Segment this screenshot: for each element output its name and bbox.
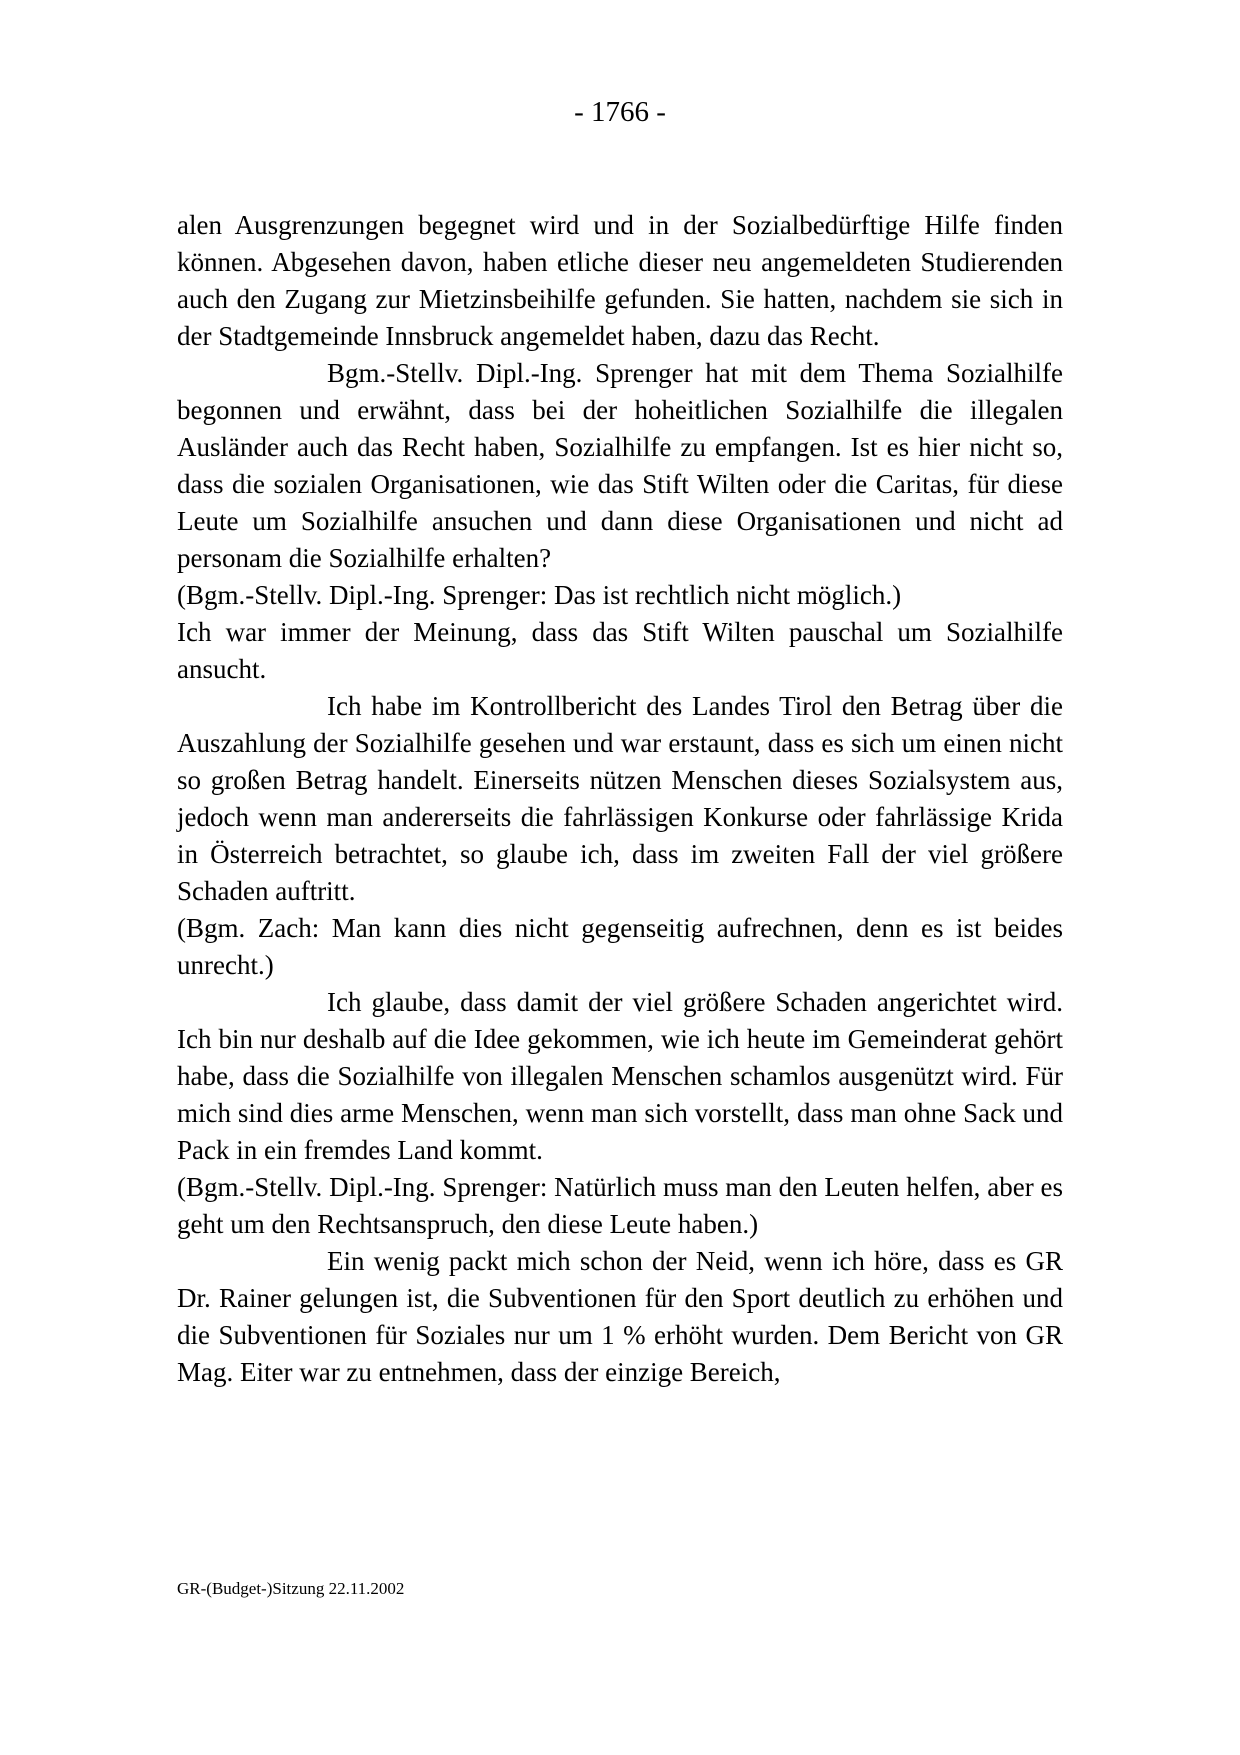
paragraph: Ein wenig packt mich schon der Neid, wenn ich höre, dass es GR Dr. Rainer gelungen ist, die Subventionen für den Sport deutlich zu erhöhen und die Subventionen für Soziales nur um 1 % erhöht wurden. Dem Bericht von GR Mag. Eiter war zu entnehmen, dass der einzige Bereich, bbox=[177, 1246, 1063, 1387]
interjection: (Bgm.-Stellv. Dipl.-Ing. Sprenger: Natürlich muss man den Leuten helfen, aber es geht um den Rechtsanspruch, den diese Leute haben.) bbox=[177, 1172, 1063, 1239]
paragraph: Ich glaube, dass damit der viel größere Schaden angerichtet wird. Ich bin nur deshalb auf die Idee gekommen, wie ich heute im Gemeinderat gehört habe, dass die Sozialhilfe von illegalen Menschen schamlos ausgenützt wird. Für mich sind dies arme Menschen, wenn man sich vorstellt, dass man ohne Sack und Pack in ein fremdes Land kommt. bbox=[177, 987, 1063, 1165]
page-footer: GR-(Budget-)Sitzung 22.11.2002 bbox=[177, 1579, 405, 1598]
interjection: (Bgm. Zach: Man kann dies nicht gegenseitig aufrechnen, denn es ist beides unrecht.) bbox=[177, 913, 1063, 980]
paragraph: Bgm.-Stellv. Dipl.-Ing. Sprenger hat mit dem Thema Sozialhilfe begonnen und erwähnt, dass bei der hoheitlichen Sozialhilfe die illegalen Ausländer auch das Recht haben, Sozialhilfe zu empfangen. Ist es hier nicht so, dass die sozialen Organisationen, wie das Stift Wilten oder die Caritas, für diese Leute um Sozialhilfe ansuchen und dann diese Organisationen und nicht ad personam die Sozialhilfe erhalten? bbox=[177, 358, 1063, 573]
paragraph: alen Ausgrenzungen begegnet wird und in der Sozialbedürftige Hilfe finden können. Abgesehen davon, haben etliche dieser neu angemeldeten Studierenden auch den Zugang zur Mietzinsbeihilfe gefunden. Sie hatten, nachdem sie sich in der Stadtgemeinde Innsbruck angemeldet haben, dazu das Recht. bbox=[177, 210, 1063, 351]
paragraph: Ich war immer der Meinung, dass das Stift Wilten pauschal um Sozialhilfe ansucht. bbox=[177, 617, 1063, 684]
page-number: - 1766 - bbox=[574, 96, 666, 128]
body-text bbox=[177, 207, 1063, 1391]
paragraph: Ich habe im Kontrollbericht des Landes Tirol den Betrag über die Auszahlung der Sozialhilfe gesehen und war erstaunt, dass es sich um einen nicht so großen Betrag handelt. Einerseits nützen Menschen dieses Sozialsystem aus, jedoch wenn man andererseits die fahrlässigen Konkurse oder fahrlässige Krida in Österreich betrachtet, so glaube ich, dass im zweiten Fall der viel größere Schaden auftritt. bbox=[177, 691, 1063, 906]
interjection: (Bgm.-Stellv. Dipl.-Ing. Sprenger: Das ist rechtlich nicht möglich.) bbox=[177, 580, 902, 610]
